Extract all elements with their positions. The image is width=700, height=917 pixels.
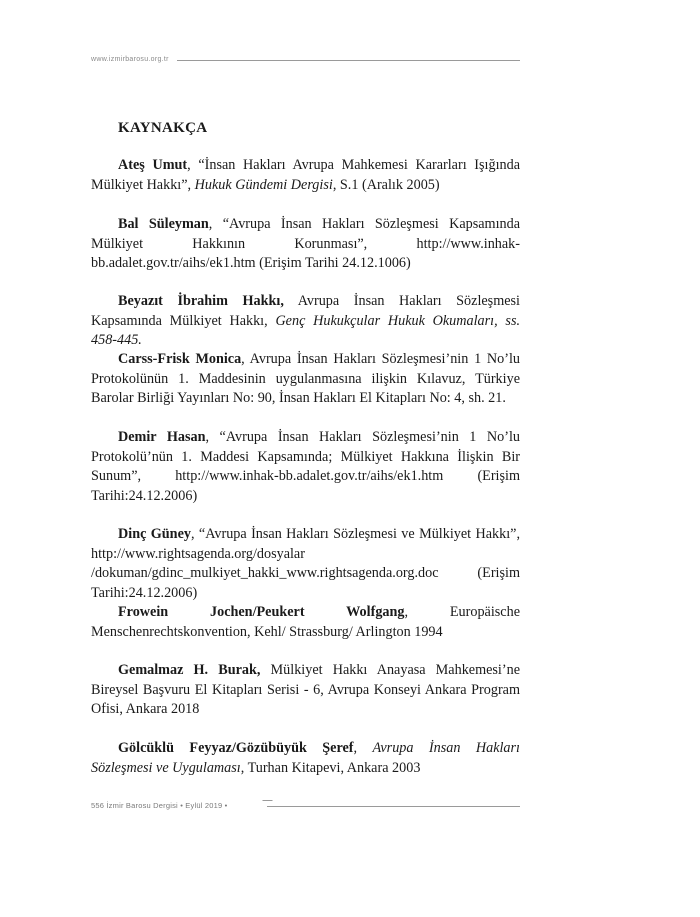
reference-author: Gemalmaz H. Burak, xyxy=(118,662,261,678)
reference-text: , S.1 (Aralık 2005) xyxy=(332,176,440,193)
reference-item xyxy=(91,428,520,506)
footer-text: 556 İzmir Barosu Dergisi • Eylül 2019 • xyxy=(91,801,228,810)
page-header xyxy=(91,54,520,68)
reference-title: Avrupa İnsan Hakları Sözleşmesi ve Uygulaması xyxy=(91,740,520,776)
reference-author: Bal Süleyman xyxy=(118,216,209,232)
reference-text: , xyxy=(353,740,373,756)
reference-text: , “Avrupa İnsan Hakları Sözleşmesi Kapsamında Mülkiyet Hakkının Korunması”, http://www.inhak- bb.adalet.gov.tr/aihs/ek1.htm (Erişim Tarihi 24.12.1006) xyxy=(91,216,520,271)
reference-text: , Avrupa İnsan Hakları Sözleşmesi’nin 1 No’lu Protokolünün 1. Maddesinin uygulanmasına ilişkin Kılavuz, Türkiye Barolar Birliği Yayınları No: 90, İnsan Hakları El Kitapları No: 4, sh. 21. xyxy=(91,351,520,406)
reference-item xyxy=(91,292,520,351)
reference-item xyxy=(91,525,520,603)
reference-author: Carss-Frisk Monica xyxy=(118,351,242,367)
reference-text: , Turhan Kitapevi, Ankara 2003 xyxy=(240,759,421,776)
reference-title: Hukuk Gündemi Dergisi xyxy=(194,176,333,193)
reference-item xyxy=(91,156,520,195)
reference-text: , “Avrupa İnsan Hakları Sözleşmesi’nin 1 No’lu Protokolü’nün 1. Maddesi Kapsamında; Mülkiyet Hakkına İlişkin Bir Sunum”, http://www.inhak-bb.adalet.gov.tr/aihs/ek1.htm (Erişim Tarihi:24.12.2006) xyxy=(91,429,520,504)
reference-text: , Europäische Menschenrechtskonvention, Kehl/ Strassburg/ Arlington 1994 xyxy=(91,604,521,640)
reference-item xyxy=(91,215,520,274)
reference-author: Dinç Güney xyxy=(118,526,191,542)
reference-author: Beyazıt İbrahim Hakkı, xyxy=(118,293,284,309)
reference-author: Demir Hasan xyxy=(118,429,206,445)
header-url[interactable]: www.izmirbarosu.org.tr xyxy=(91,54,173,66)
reference-item xyxy=(91,603,520,642)
header-rule xyxy=(177,60,520,61)
reference-item xyxy=(91,661,520,720)
page-footer xyxy=(91,800,520,814)
reference-item xyxy=(91,739,520,778)
section-heading: KAYNAKÇA xyxy=(118,120,208,136)
reference-text: Mülkiyet Hakkı Anayasa Mahkemesi’ne Bireysel Başvuru El Kitapları Serisi - 6, Avrupa Konseyi Ankara Program Ofisi, Ankara 2018 xyxy=(91,662,520,717)
reference-text: , “Avrupa İnsan Hakları Sözleşmesi ve Mülkiyet Hakkı”, http://www.rightsagenda.org/dosyalar /dokuman/gdinc_mulkiyet_hakki_www.rightsagenda.org.doc (Erişim Tarihi:24.12.2006) xyxy=(91,526,520,601)
reference-text: Avrupa İnsan Hakları Sözleşmesi Kapsamında Mülkiyet Hakkı, xyxy=(91,293,520,329)
bibliography xyxy=(91,118,521,776)
reference-author: Frowein Jochen/Peukert Wolfgang xyxy=(118,604,405,620)
reference-author: Gölcüklü Feyyaz/Gözübüyük Şeref xyxy=(118,740,354,756)
reference-text: , “İnsan Hakları Avrupa Mahkemesi Kararları Işığında Mülkiyet Hakkı”, xyxy=(91,157,521,193)
reference-author: Ateş Umut xyxy=(118,157,188,173)
reference-item xyxy=(91,350,520,409)
reference-title: Genç Hukukçular Hukuk Okumaları, ss. 458-445. xyxy=(91,312,521,348)
footer-rule xyxy=(267,806,520,807)
